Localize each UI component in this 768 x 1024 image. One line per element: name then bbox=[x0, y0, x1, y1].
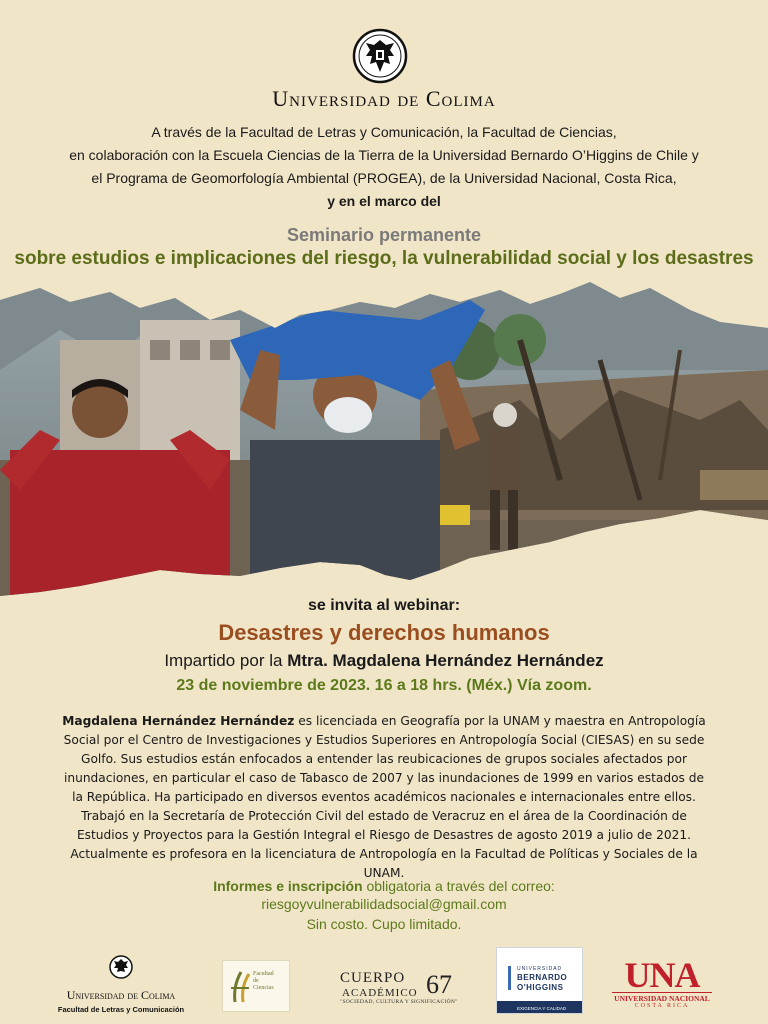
fc-line: de bbox=[253, 978, 259, 984]
seminar-title: Seminario permanente bbox=[286, 225, 482, 245]
seminar-subtitle: sobre estudios e implicaciones del riesgo, la vulnerabilidad social y los desastres bbox=[14, 248, 754, 269]
fc-line: Facultad bbox=[253, 971, 274, 977]
speaker-prefix: Impartido por la bbox=[164, 651, 283, 670]
ubo-logo bbox=[496, 947, 583, 1014]
ca-line2: ACADÉMICO bbox=[342, 987, 418, 999]
bio-name: Magdalena Hernández Hernández bbox=[62, 714, 295, 728]
ubo-line2: BERNARDO bbox=[517, 973, 568, 982]
ubo-footer: EXIGENCIA Y CALIDAD bbox=[517, 1006, 567, 1011]
ubo-line3: O'HIGGINS bbox=[517, 983, 564, 992]
ca-line3: "SOCIEDAD, CULTURA Y SIGNIFICACIÓN" bbox=[340, 999, 458, 1005]
contact-email[interactable]: riesgoyvulnerabilidadsocial@gmail.com bbox=[261, 896, 507, 912]
university-title: Universidad de Colima bbox=[272, 86, 496, 111]
ubo-line1: UNIVERSIDAD bbox=[517, 966, 563, 972]
ucol-logo-name: Universidad de Colima bbox=[66, 988, 176, 1002]
contact-label-rest: obligatoria a través del correo: bbox=[362, 878, 555, 894]
invite-label: se invita al webinar: bbox=[307, 597, 461, 614]
webinar-title: Desastres y derechos humanos bbox=[218, 620, 550, 645]
intro-line: A través de la Facultad de Letras y Comunicación, la Facultad de Ciencias, bbox=[151, 124, 617, 140]
speaker-line bbox=[0, 651, 768, 671]
fc-line: Ciencias bbox=[253, 985, 274, 991]
event-date: 23 de noviembre de 2023. 16 a 18 hrs. (Méx.) Vía zoom. bbox=[176, 677, 592, 694]
intro-line: en colaboración con la Escuela Ciencias de la Tierra de la Universidad Bernardo O’Higgins de Chile y bbox=[69, 147, 699, 163]
ucol-logo bbox=[56, 955, 186, 1014]
una-line2: COSTA RICA bbox=[634, 1003, 690, 1009]
ca-line1: CUERPO bbox=[340, 970, 406, 986]
speaker-name: Mtra. Magdalena Hernández Hernández bbox=[287, 651, 604, 670]
contact-note: Sin costo. Cupo limitado. bbox=[306, 916, 462, 932]
contact-label-bold: Informes e inscripción bbox=[213, 878, 363, 894]
una-name: UNA bbox=[624, 955, 700, 995]
una-logo bbox=[612, 955, 712, 1013]
ubo-stripe bbox=[508, 966, 511, 990]
disaster-photo-icon bbox=[0, 280, 768, 600]
ca-number: 67 bbox=[426, 970, 452, 999]
ucol-logo-sub: Facultad de Letras y Comunicación bbox=[57, 1005, 185, 1014]
fc-text bbox=[253, 971, 274, 992]
intro-line: el Programa de Geomorfología Ambiental (PROGEA), de la Universidad Nacional, Costa Rica, bbox=[91, 170, 677, 186]
una-line1: UNIVERSIDAD NACIONAL bbox=[612, 992, 712, 1003]
cuerpo-academico-logo bbox=[340, 970, 460, 1010]
speaker-bio bbox=[58, 712, 710, 883]
contact-label bbox=[0, 878, 768, 894]
facultad-ciencias-logo bbox=[222, 960, 290, 1012]
ucol-seal-icon bbox=[109, 955, 133, 979]
bio-text: es licenciada en Geografía por la UNAM y maestra en Antropología Social por el Centro de Investigaciones y Estudios Superiores en Antropología Social (CIESAS) en su sede Golfo. Sus estudios están enfocados a entender las reubicaciones de grupos sociales afectados por inundaciones, en particular el caso de Tabasco de 2007 y las inundaciones de 1999 en varios estados de la República. Ha participado en diversos eventos académicos nacionales e internacionales entre ellos. Trabajó en la Secretaría de Protección Civil del estado de Veracruz en el área de la Coordinación de Estudios y Proyectos para la Gestión Integral el Riesgo de Desastres de agosto 2019 a julio de 2021. Actualmente es profesora en la licenciatura de Antropología en la Facultad de Políticas y Sociales de la UNAM. bbox=[63, 714, 706, 880]
university-seal-icon bbox=[352, 28, 408, 84]
intro-text bbox=[0, 121, 768, 213]
intro-line-bold: y en el marco del bbox=[327, 193, 441, 209]
